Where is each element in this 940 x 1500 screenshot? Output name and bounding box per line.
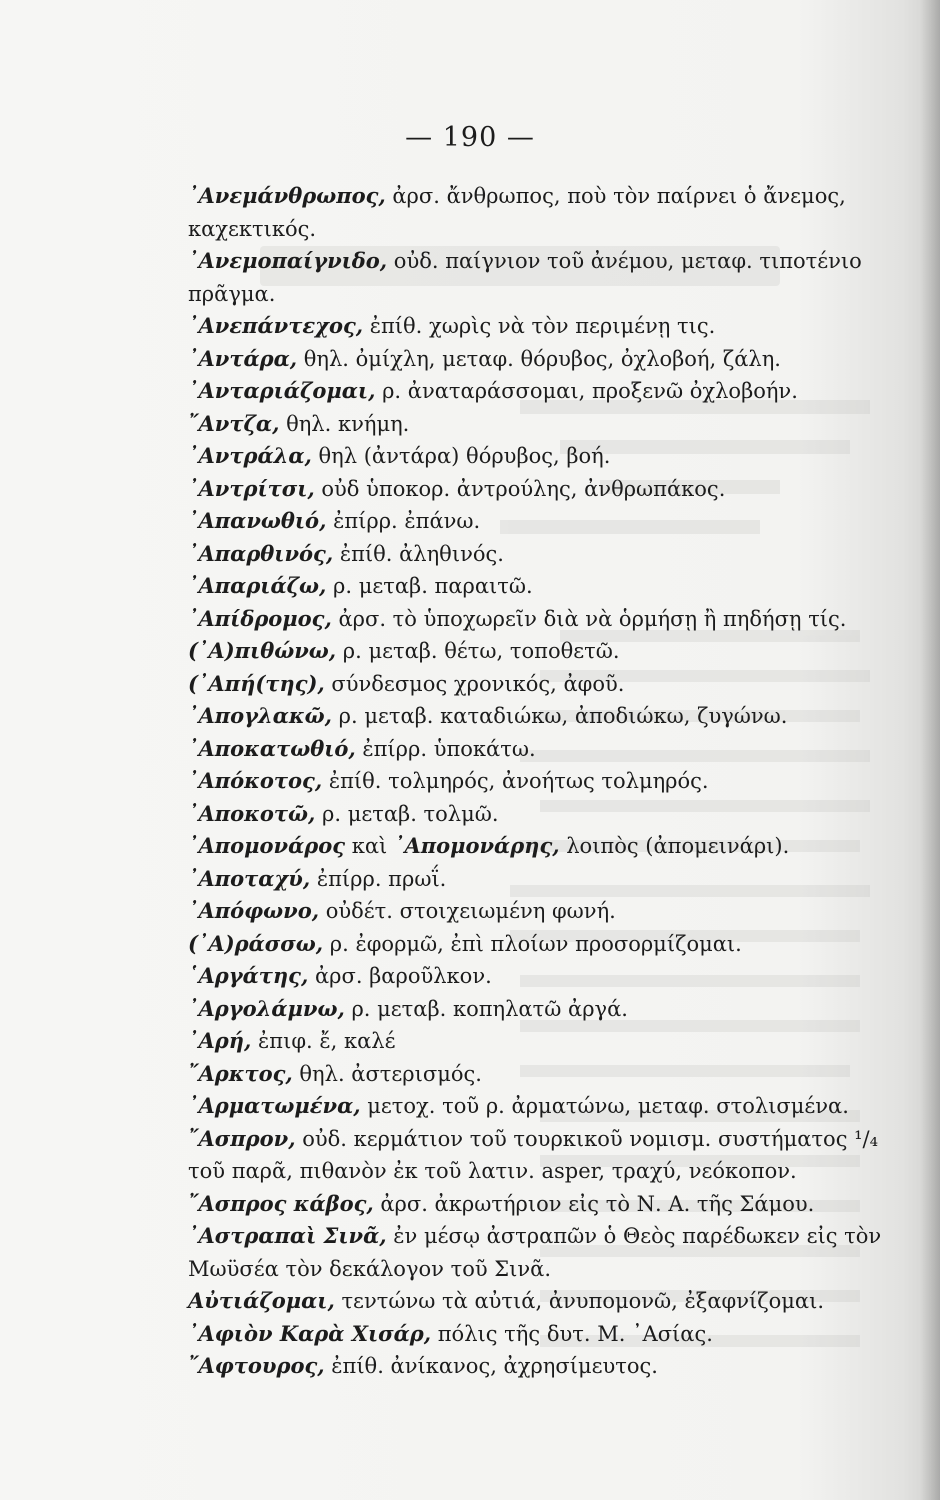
entry-headword: ῾Αργάτης,	[188, 963, 309, 988]
entry-definition: ἐπίθ. ἀνίκανος, ἀχρησίμευτος.	[324, 1354, 658, 1378]
glossary-entry	[188, 375, 868, 408]
entry-definition: ρ. ἐφορμῶ, ἐπὶ πλοίων προσορμίζομαι.	[323, 931, 742, 956]
entry-continuation: καχεκτικός.	[188, 216, 317, 241]
glossary-entry	[188, 765, 868, 798]
entry-headword: ᾿Αποταχύ,	[188, 865, 311, 891]
entry-definition: ἐπίθ. χωρὶς νὰ τὸν περιμένῃ τις.	[363, 314, 716, 338]
entry-definition: ρ. ἀναταράσσομαι, προξενῶ ὀχλοβοήν.	[375, 379, 798, 403]
entry-definition: ἀρσ. βαροῦλκον.	[308, 964, 492, 988]
entry-headword: ῎Ασπρον,	[188, 1125, 296, 1151]
glossary-entry	[188, 1025, 868, 1058]
entry-headword: ᾿Απόκοτος,	[188, 768, 323, 793]
entry-continuation: Μωϋσέα τὸν δεκάλογον τοῦ Σινᾶ.	[188, 1256, 551, 1281]
entry-definition: ρ. μεταβ. καταδιώκω, ἀποδιώκω, ζυγώνω.	[331, 704, 788, 728]
entry-definition: ἐπιφ. ἔ, καλέ	[251, 1029, 396, 1053]
glossary-entry	[188, 993, 868, 1026]
entry-definition: θηλ. ἀστερισμός.	[292, 1061, 482, 1086]
glossary-entry	[188, 603, 868, 636]
entry-definition: ἀρσ. τὸ ὑποχωρεῖν διὰ νὰ ὁρμήσῃ ἢ πηδήσῃ τίς.	[331, 606, 847, 631]
entry-definition: λοιπὸς (ἀπομεινάρι).	[559, 834, 790, 858]
entry-headword: ᾿Αποκοτῶ,	[188, 800, 316, 826]
entry-headword: ᾿Αφιὸν Καρὰ Χισάρ,	[188, 1320, 432, 1346]
glossary-entry	[188, 473, 868, 506]
entry-headword: ᾿Απανωθιό,	[188, 508, 327, 533]
entry-headword: (᾿Α)ράσσω,	[188, 930, 324, 956]
glossary-entry	[188, 343, 868, 376]
glossary-entry	[188, 798, 868, 831]
page-edge-shadow	[920, 0, 940, 1500]
entry-definition: καὶ	[345, 834, 394, 858]
entry-definition: σύνδεσμος χρονικός, ἀφοῦ.	[324, 671, 625, 696]
entry-headword: ᾿Αστραπαὶ Σινᾶ,	[188, 1223, 387, 1248]
entry-headword: ᾿Αποκατωθιό,	[188, 735, 356, 761]
entry-definition: ἐπίρρ. ὑποκάτω.	[355, 736, 536, 761]
entry-definition: ἀρσ. ἀκρωτήριον εἰς τὸ Ν. Α. τῆς Σάμου.	[373, 1191, 815, 1216]
entry-headword: ᾿Απόφωνο,	[188, 898, 320, 923]
entry-headword: ᾿Απομονάρος	[188, 833, 346, 858]
entry-definition: θηλ. ὀμίχλη, μεταφ. θόρυβος, ὀχλοβοή, ζάλη.	[297, 346, 781, 371]
glossary-entry	[188, 700, 868, 733]
entry-definition: θηλ (ἀντάρα) θόρυβος, βοή.	[311, 444, 611, 468]
entry-headword: ᾿Ανεμοπαίγνιδο,	[188, 248, 388, 273]
entry-headword: ῎Αντζα,	[188, 410, 280, 436]
glossary-entry	[188, 1350, 868, 1383]
entry-headword: ᾿Απαρθινός,	[188, 540, 334, 566]
entry-headword: ῎Αρκτος,	[188, 1060, 293, 1086]
glossary-entry	[188, 1220, 882, 1285]
glossary-entry	[188, 310, 868, 343]
entry-headword: ᾿Ανταριάζομαι,	[188, 378, 376, 403]
entry-continuation: τοῦ παρᾶ, πιθανὸν ἐκ τοῦ λατιν. asper, τραχύ, νεόκοπον.	[188, 1159, 797, 1183]
glossary-entry	[188, 1123, 879, 1188]
glossary-entry	[188, 668, 868, 701]
entry-definition: ἐπίθ. ἀληθινός.	[333, 541, 504, 566]
entry-headword: ᾿Αντρίτσι,	[188, 475, 315, 501]
glossary-entry	[188, 960, 868, 993]
entry-definition: ρ. μεταβ. κοπηλατῶ ἀργά.	[344, 996, 628, 1021]
glossary-entry	[188, 408, 868, 441]
entry-definition: θηλ. κνήμη.	[279, 411, 410, 436]
glossary-entry	[188, 1188, 868, 1221]
entry-definition: ρ. μεταβ. παραιτῶ.	[326, 574, 533, 598]
entry-headword: ᾿Απογλακῶ,	[188, 703, 332, 728]
entry-definition: μετοχ. τοῦ ρ. ἀρματώνω, μεταφ. στολισμένα.	[360, 1094, 849, 1118]
entry-definition: ρ. μεταβ. τολμῶ.	[315, 801, 499, 826]
entry-headword: ᾿Ανεπάντεχος,	[188, 313, 364, 338]
glossary-entry	[188, 1318, 868, 1351]
entry-definition: οὐδ. κερμάτιον τοῦ τουρκικοῦ νομισμ. συστήματος ¹/₄	[295, 1126, 879, 1151]
entry-definition: τεντώνω τὰ αὐτιά, ἀνυπομονῶ, ἐξαφνίζομαι.	[334, 1289, 824, 1313]
glossary-entry	[188, 733, 868, 766]
entry-headword: Αὐτιάζομαι,	[188, 1288, 335, 1313]
glossary-entry	[188, 1090, 868, 1123]
glossary-entry	[188, 895, 868, 928]
entry-definition: ἐπίρρ. πρωΐ.	[310, 866, 447, 891]
entry-headword: ᾿Απαριάζω,	[188, 573, 327, 598]
entry-definition: ἀρσ. ἄνθρωπος, ποὺ τὸν παίρνει ὁ ἄνεμος,	[385, 184, 846, 208]
page-number: — 190 —	[405, 122, 535, 153]
glossary-entry	[188, 180, 868, 245]
entry-definition: ἐπίρρ. ἐπάνω.	[326, 509, 481, 533]
glossary-entry	[188, 570, 868, 603]
entry-definition: ρ. μεταβ. θέτω, τοποθετῶ.	[336, 639, 620, 663]
entry-headword: ᾿Αρματωμένα,	[188, 1093, 361, 1118]
entry-continuation: πρᾶγμα.	[188, 281, 276, 306]
glossary-entry	[188, 635, 868, 668]
entry-headword: (᾿Α)πιθώνω,	[188, 638, 337, 663]
entry-headword-variant: ᾿Απομονάρης,	[393, 833, 560, 858]
glossary-entry	[188, 1285, 868, 1318]
entry-headword: ᾿Αρή,	[188, 1028, 252, 1053]
glossary-entry	[188, 863, 868, 896]
entry-headword: ῎Ασπρος κάβος,	[188, 1190, 374, 1216]
glossary-entry	[188, 538, 868, 571]
entry-definition: οὐδ ὑποκορ. ἀντρούλης, ἀνθρωπάκος.	[314, 476, 726, 501]
glossary-entry	[188, 830, 868, 863]
entry-headword: ῎Αφτουρος,	[188, 1353, 325, 1378]
entry-headword: ᾿Αντράλα,	[188, 443, 312, 468]
entry-definition: ἐν μέσῳ ἀστραπῶν ὁ Θεὸς παρέδωκεν εἰς τὸν	[386, 1224, 882, 1248]
entry-definition: πόλις τῆς δυτ. Μ. ᾿Ασίας.	[431, 1321, 713, 1346]
glossary-entry	[188, 1058, 868, 1091]
entry-headword: (᾿Απή(της),	[188, 670, 325, 696]
glossary-entry	[188, 440, 868, 473]
entry-definition: οὐδέτ. στοιχειωμένη φωνή.	[319, 899, 616, 923]
glossary-entry	[188, 505, 868, 538]
glossary-entry	[188, 245, 868, 310]
entry-definition: οὐδ. παίγνιον τοῦ ἀνέμου, μεταφ. τιποτένιο	[387, 249, 862, 273]
entry-headword: ᾿Αντάρα,	[188, 345, 298, 371]
entry-headword: ᾿Απίδρομος,	[188, 605, 332, 631]
entry-headword: ᾿Ανεμάνθρωπος,	[188, 183, 386, 208]
glossary-entry	[188, 928, 868, 961]
entry-definition: ἐπίθ. τολμηρός, ἀνοήτως τολμηρός.	[322, 769, 709, 793]
entry-headword: ᾿Αργολάμνω,	[188, 995, 345, 1021]
glossary-entries	[188, 180, 882, 1383]
